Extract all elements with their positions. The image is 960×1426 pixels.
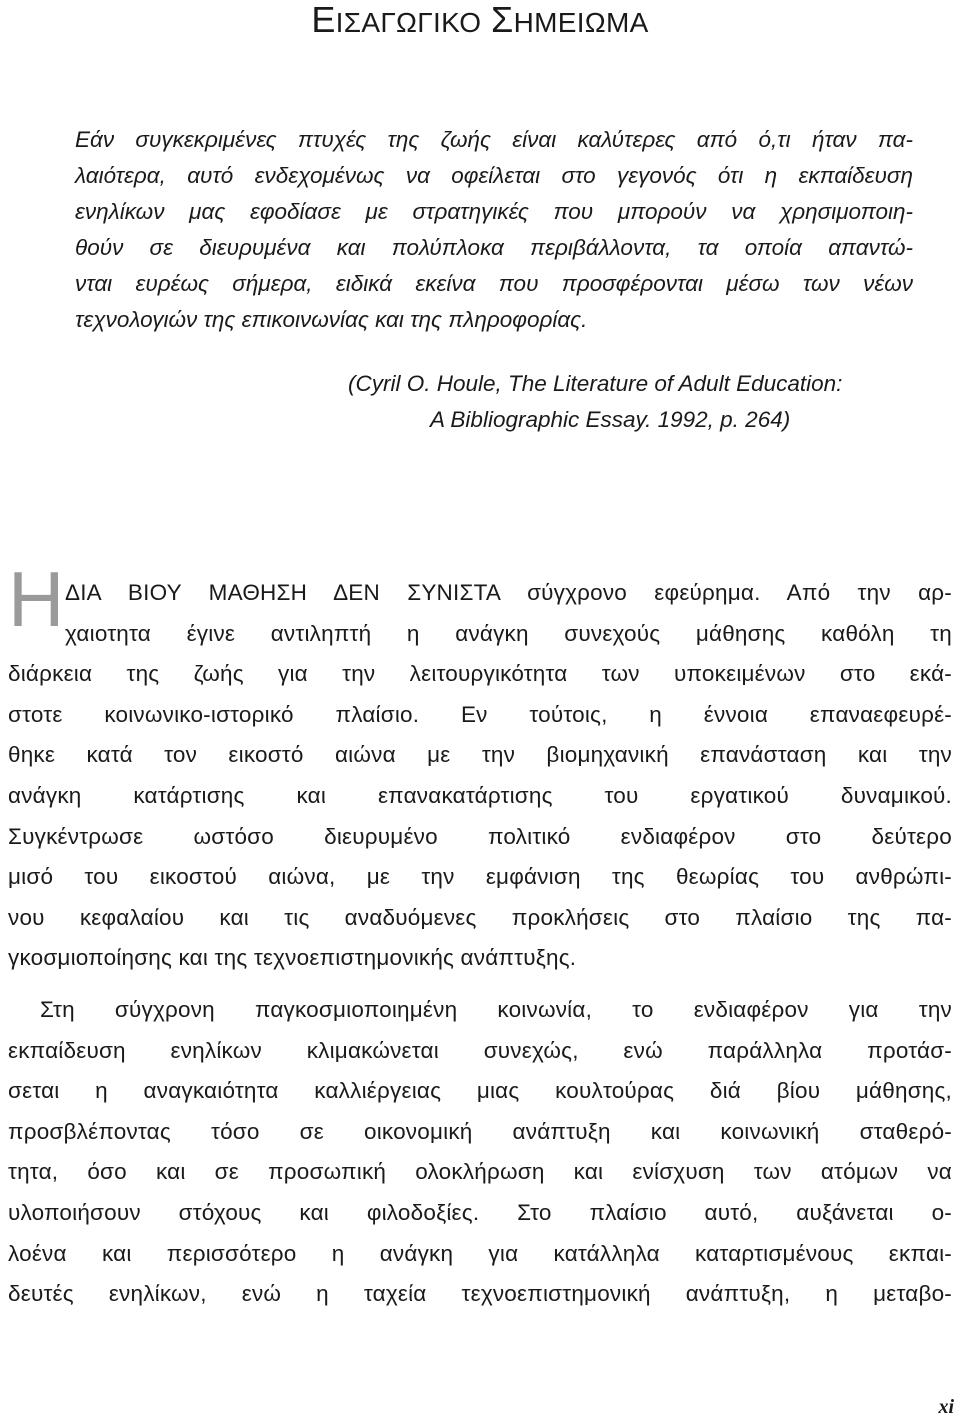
epigraph-line: λαιότερα, αυτό ενδεχομένως να οφείλεται στο γεγονός ότι η εκπαίδευση (75, 163, 913, 188)
body-line: στοτε κοινωνικο-ιστορικό πλαίσιο. Εν τούτοις, η έννοια επαναεφευρέ- (8, 701, 952, 727)
epigraph-line: τεχνολογιών της επικοινωνίας και της πληροφορίας. (75, 307, 588, 332)
paragraph-2 (8, 990, 952, 1315)
body-line: γκοσμιοποίησης και της τεχνοεπιστημονικής ανάπτυξης. (8, 945, 577, 971)
title-first-rest: ΙΣΑΓΩΓΙΚΟ (335, 7, 482, 38)
epigraph-line: νται ευρέως σήμερα, ειδικά εκείνα που προσφέρονται μέσω των νέων (75, 271, 913, 296)
citation-line-2: A Bibliographic Essay. 1992, p. 264) (430, 407, 791, 432)
body-line: χαιοτητα έγινε αντιληπτή η ανάγκη συνεχούς μάθησης καθόλη τη (65, 620, 952, 646)
page-title (0, 0, 960, 43)
citation-line-1: (Cyril O. Houle, The Literature of Adult Education: (348, 371, 843, 396)
body-line: τητα, όσο και σε προσωπική ολοκλήρωση και ενίσχυση των ατόμων να (8, 1159, 952, 1185)
body-line: λοένα και περισσότερο η ανάγκη για κατάλληλα καταρτισμένους εκπαι- (8, 1240, 952, 1266)
page-number: xi (938, 1396, 954, 1418)
body-line: ανάγκη κατάρτισης και επανακατάρτισης του εργατικού δυναμικού. (8, 782, 952, 808)
paragraph-1 (8, 573, 952, 979)
body-line: ΔΙΑ ΒΙΟΥ ΜΑΘΗΣΗ ΔΕΝ ΣΥΝΙΣΤΑ σύγχρονο εφεύρημα. Από την αρ- (65, 580, 952, 605)
body-line: Συγκέντρωσε ωστόσο διευρυμένο πολιτικό ενδιαφέρον στο δεύτερο (8, 823, 952, 849)
title-first-cap: Ε (311, 0, 336, 40)
epigraph-citation (340, 366, 940, 438)
title-second-rest: ΗΜΕΙΩΜΑ (513, 7, 649, 38)
body-line: δευτές ενηλίκων, ενώ η ταχεία τεχνοεπιστημονική ανάπτυξη, η μεταβο- (8, 1281, 952, 1307)
body-line: υλοποιήσουν στόχους και φιλοδοξίες. Στο πλαίσιο αυτό, αυξάνεται ο- (8, 1199, 952, 1225)
body-line: σεται η αναγκαιότητα καλλιέργειας μιας κουλτούρας διά βίου μάθησης, (8, 1078, 952, 1104)
body-line: διάρκεια της ζωής για την λειτουργικότητα των υποκειμένων στο εκά- (8, 661, 952, 687)
drop-cap: Η (8, 555, 65, 643)
body-line: Στη σύγχρονη παγκοσμιοποιημένη κοινωνία, το ενδιαφέρον για την (40, 997, 952, 1022)
epigraph (75, 122, 913, 338)
body-line: μισό του εικοστού αιώνα, με την εμφάνιση της θεωρίας του ανθρώπι- (8, 864, 952, 890)
epigraph-line: ενηλίκων μας εφοδίασε με στρατηγικές που μπορούν να χρησιμοποιη- (75, 199, 913, 224)
epigraph-line: Εάν συγκεκριμένες πτυχές της ζωής είναι καλύτερες από ό,τι ήταν πα- (75, 127, 913, 152)
epigraph-line: θούν σε διευρυμένα και πολύπλοκα περιβάλλοντα, τα οποία απαντώ- (75, 235, 913, 260)
body-line: νου κεφαλαίου και τις αναδυόμενες προκλήσεις στο πλαίσιο της πα- (8, 904, 952, 930)
body-line: θηκε κατά τον εικοστό αιώνα με την βιομηχανική επανάσταση και την (8, 742, 952, 768)
body-line: προσβλέποντας τόσο σε οικονομική ανάπτυξη και κοινωνική σταθερό- (8, 1118, 952, 1144)
body-line: εκπαίδευση ενηλίκων κλιμακώνεται συνεχώς, ενώ παράλληλα προτάσ- (8, 1037, 952, 1063)
title-second-cap: Σ (491, 0, 514, 40)
